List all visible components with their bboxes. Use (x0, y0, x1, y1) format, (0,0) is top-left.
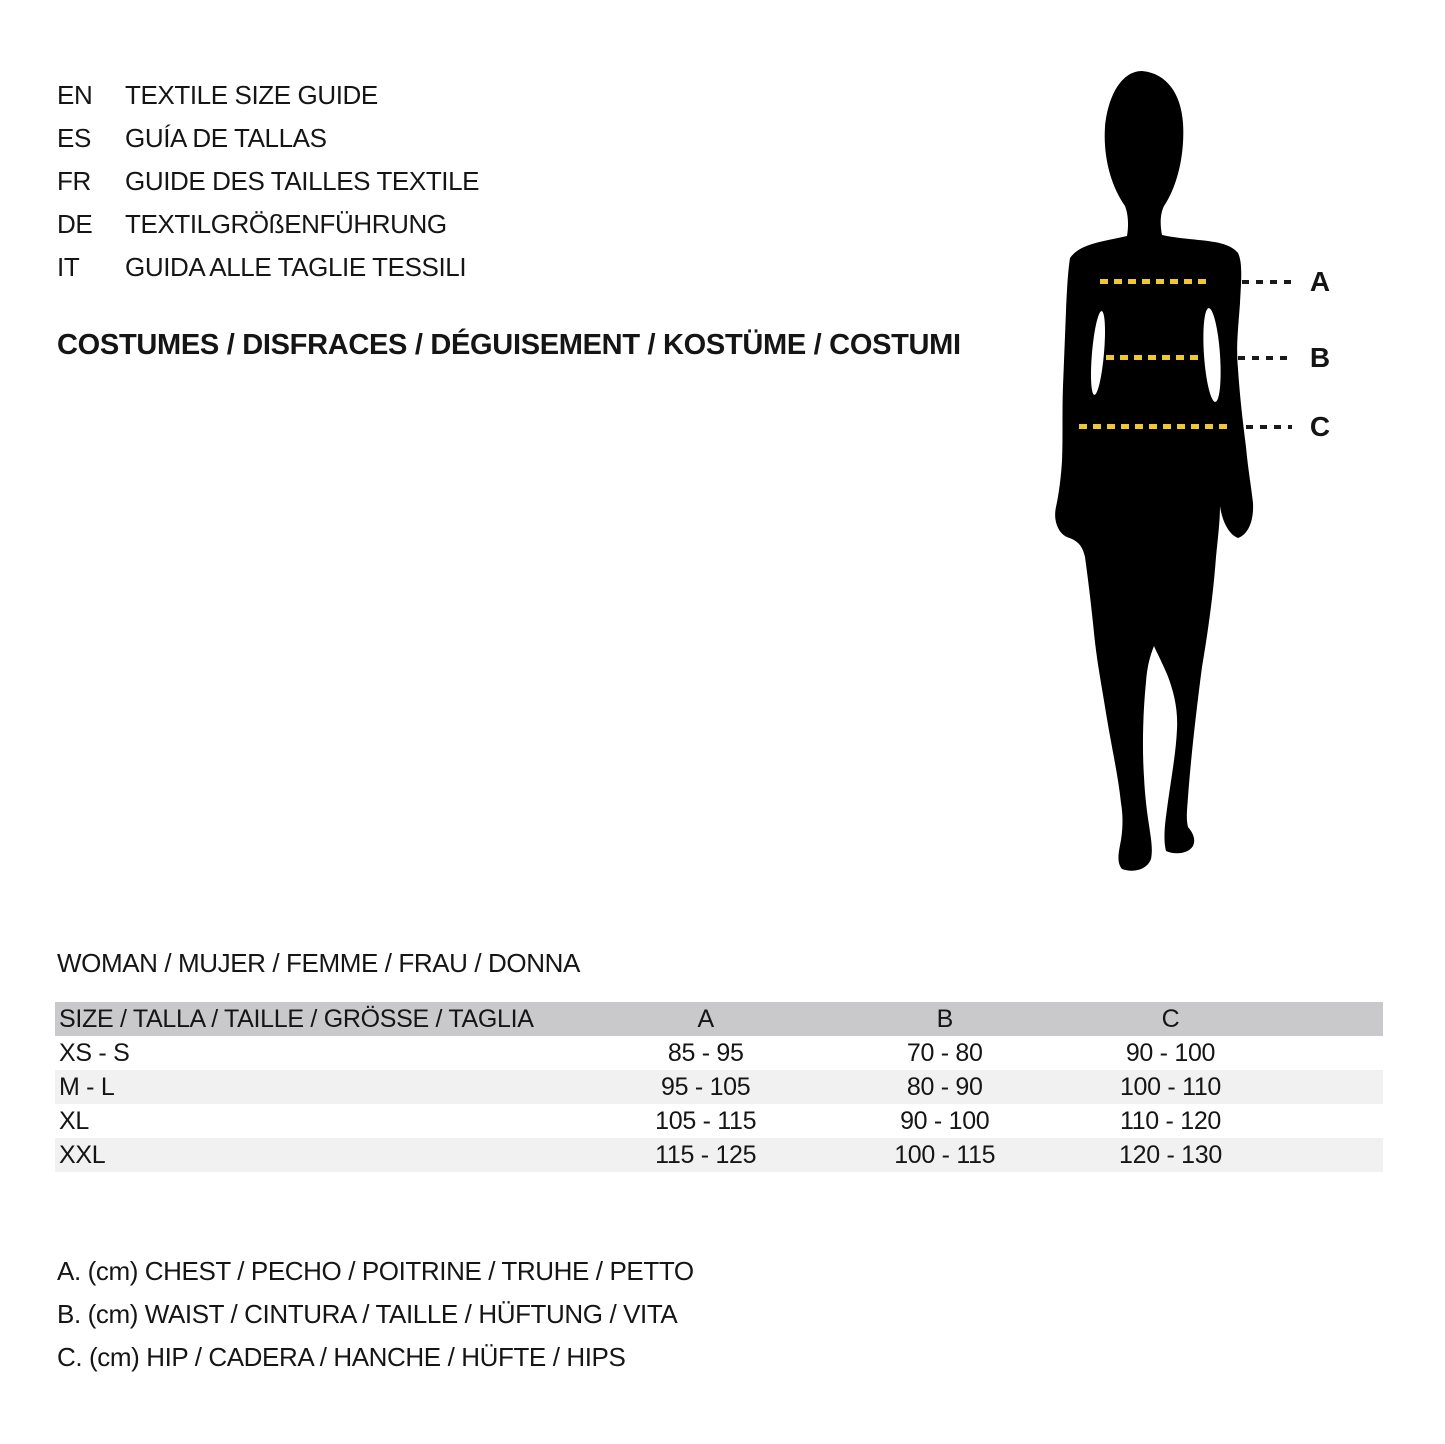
hip-range-cell: 110 - 120 (1119, 1106, 1222, 1135)
size-cell: XL (59, 1106, 89, 1135)
measure-label-b: B (1309, 342, 1331, 373)
size-table-header-size: SIZE / TALLA / TAILLE / GRÖSSE / TAGLIA (59, 1004, 534, 1033)
chest-range-cell: 85 - 95 (667, 1038, 744, 1067)
size-table-header-row (55, 1002, 1383, 1036)
hip-range-cell: 120 - 130 (1119, 1140, 1222, 1169)
waist-range-cell: 100 - 115 (894, 1140, 996, 1169)
hip-dash-line (1079, 424, 1228, 429)
language-row-it (57, 246, 479, 289)
hip-range-cell: 100 - 110 (1119, 1072, 1222, 1101)
language-title: GUIDE DES TAILLES TEXTILE (125, 166, 480, 196)
table-row (55, 1036, 1383, 1070)
table-row (55, 1070, 1383, 1104)
table-row (55, 1104, 1383, 1138)
legend-hip: C. (cm) HIP / CADERA / HANCHE / HÜFTE / HIPS (57, 1342, 626, 1372)
chest-range-cell: 95 - 105 (661, 1072, 751, 1101)
waist-range-cell: 90 - 100 (900, 1106, 990, 1135)
waist-dash-line (1106, 355, 1204, 360)
waist-range-cell: 80 - 90 (906, 1072, 983, 1101)
language-title: GUÍA DE TALLAS (125, 123, 327, 153)
size-table-header-b: B (936, 1004, 953, 1033)
size-table-header-a: A (697, 1004, 714, 1033)
measure-label-a: A (1309, 266, 1331, 297)
section-label-woman: WOMAN / MUJER / FEMME / FRAU / DONNA (57, 948, 580, 978)
language-row-fr (57, 160, 479, 203)
hip-leader-line (1246, 425, 1292, 429)
size-table-header-c: C (1161, 1004, 1180, 1033)
hip-range-cell: 90 - 100 (1125, 1038, 1216, 1067)
legend-waist: B. (cm) WAIST / CINTURA / TAILLE / HÜFTUNG / VITA (57, 1299, 678, 1329)
chest-dash-line (1100, 279, 1212, 284)
language-code: ES (57, 123, 91, 153)
woman-silhouette (1040, 65, 1260, 885)
table-row (55, 1138, 1383, 1172)
language-row-de (57, 203, 479, 246)
language-title: TEXTILGRÖßENFÜHRUNG (125, 209, 447, 239)
size-cell: XS - S (59, 1038, 130, 1067)
language-row-en (57, 74, 479, 117)
language-code: FR (57, 166, 91, 196)
measure-label-c: C (1309, 411, 1331, 442)
language-code: EN (57, 80, 93, 110)
waist-leader-line (1238, 356, 1292, 360)
language-code: DE (57, 209, 93, 239)
chest-leader-line (1242, 280, 1292, 284)
legend-chest: A. (cm) CHEST / PECHO / POITRINE / TRUHE / PETTO (57, 1256, 694, 1286)
measure-legend (57, 1250, 694, 1379)
language-row-es (57, 117, 479, 160)
language-title: GUIDA ALLE TAGLIE TESSILI (125, 252, 467, 282)
size-table-header-spacer (1277, 1002, 1383, 1036)
chest-range-cell: 115 - 125 (655, 1140, 757, 1169)
size-cell: XXL (59, 1140, 106, 1169)
waist-range-cell: 70 - 80 (906, 1038, 983, 1067)
language-title-list (57, 74, 479, 289)
language-title: TEXTILE SIZE GUIDE (125, 80, 378, 110)
category-heading: COSTUMES / DISFRACES / DÉGUISEMENT / KOSTÜME / COSTUMI (57, 329, 961, 361)
language-code: IT (57, 252, 80, 282)
size-table (55, 1002, 1383, 1172)
size-cell: M - L (59, 1072, 115, 1101)
chest-range-cell: 105 - 115 (655, 1106, 757, 1135)
